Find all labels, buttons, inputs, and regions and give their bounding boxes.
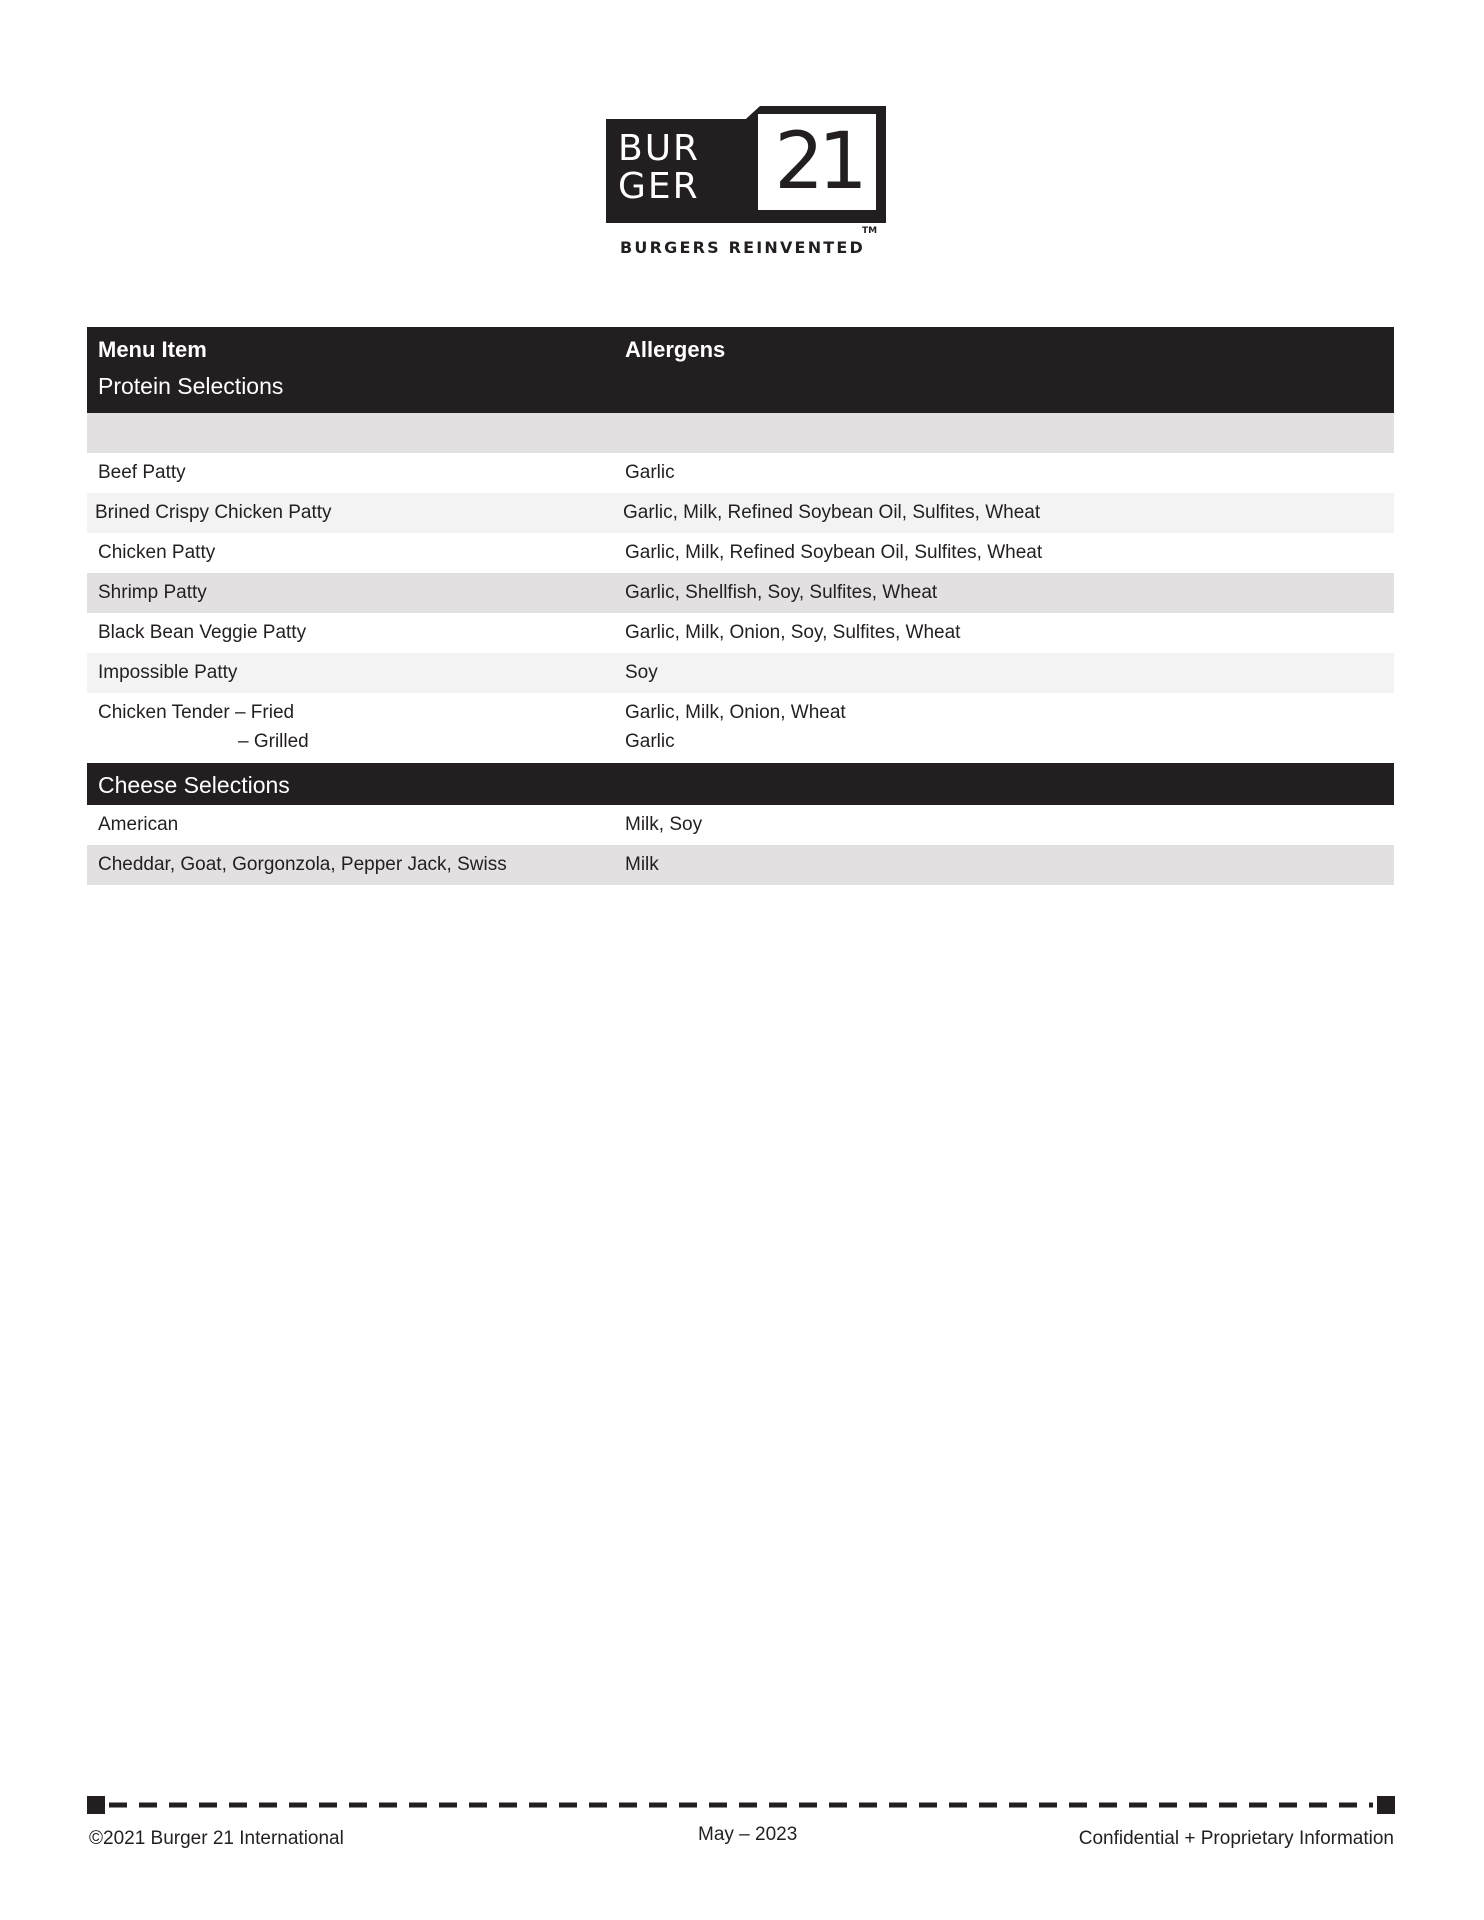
header-menu-item: Menu Item bbox=[98, 337, 207, 362]
logo-trademark: TM bbox=[862, 226, 878, 236]
menu-item-cell: Shrimp Patty bbox=[98, 582, 207, 603]
menu-item-cell: Cheddar, Goat, Gorgonzola, Pepper Jack, Swiss bbox=[98, 854, 507, 875]
logo-word-top: BUR bbox=[618, 128, 701, 169]
table-row bbox=[87, 493, 1394, 533]
table-row bbox=[87, 573, 1394, 613]
table-row bbox=[87, 533, 1394, 573]
table-row bbox=[87, 845, 1394, 885]
allergens-cell bbox=[625, 698, 846, 756]
rule-end-square-right bbox=[1377, 1796, 1395, 1814]
menu-item-cell: Black Bean Veggie Patty bbox=[98, 622, 307, 643]
rule-end-square-left bbox=[87, 1796, 105, 1814]
allergens-cell: Garlic, Shellfish, Soy, Sulfites, Wheat bbox=[625, 582, 938, 603]
section-header-protein bbox=[87, 371, 1394, 413]
allergen-table bbox=[87, 327, 1394, 885]
menu-item-cell bbox=[98, 698, 309, 756]
menu-item-primary: Chicken Tender – Fried bbox=[98, 702, 295, 723]
menu-item-cell: Impossible Patty bbox=[98, 662, 238, 683]
allergens-cell: Garlic, Milk, Onion, Soy, Sulfites, Wheat bbox=[625, 622, 961, 643]
menu-item-cell: Brined Crispy Chicken Patty bbox=[95, 502, 332, 523]
logo-tagline: BURGERS REINVENTED bbox=[620, 238, 866, 257]
footer-copyright: ©2021 Burger 21 International bbox=[89, 1828, 344, 1849]
logo-wordmark bbox=[618, 130, 700, 206]
menu-item-cell: Beef Patty bbox=[98, 462, 186, 483]
table-row bbox=[87, 805, 1394, 845]
logo-number: 21 bbox=[774, 117, 862, 207]
table-row-spacer bbox=[87, 413, 1394, 453]
footer-date: May – 2023 bbox=[698, 1824, 798, 1845]
burger21-logo bbox=[606, 106, 884, 266]
allergens-cell: Garlic bbox=[625, 462, 675, 483]
allergens-cell: Garlic, Milk, Refined Soybean Oil, Sulfites, Wheat bbox=[625, 542, 1043, 563]
table-header bbox=[87, 327, 1394, 371]
allergens-cell: Milk, Soy bbox=[625, 814, 703, 835]
table-row bbox=[87, 453, 1394, 493]
footer-confidential: Confidential + Proprietary Information bbox=[1078, 1828, 1394, 1849]
section-title: Cheese Selections bbox=[98, 772, 290, 798]
section-header-cheese bbox=[87, 763, 1394, 805]
allergens-cell: Milk bbox=[625, 854, 659, 875]
table-row bbox=[87, 613, 1394, 653]
allergens-cell: Garlic, Milk, Refined Soybean Oil, Sulfites, Wheat bbox=[623, 502, 1041, 523]
table-row bbox=[87, 693, 1394, 763]
menu-item-secondary: – Grilled bbox=[238, 731, 309, 752]
menu-item-cell: Chicken Patty bbox=[98, 542, 216, 563]
footer-dashed-rule bbox=[87, 1796, 1395, 1816]
table-row bbox=[87, 653, 1394, 693]
allergens-cell: Soy bbox=[625, 662, 658, 683]
logo-word-bottom: GER bbox=[618, 166, 700, 207]
allergens-primary: Garlic, Milk, Onion, Wheat bbox=[625, 702, 846, 723]
header-allergens: Allergens bbox=[625, 337, 726, 362]
section-title: Protein Selections bbox=[98, 373, 284, 399]
allergens-secondary: Garlic bbox=[625, 731, 675, 752]
menu-item-cell: American bbox=[98, 814, 179, 835]
